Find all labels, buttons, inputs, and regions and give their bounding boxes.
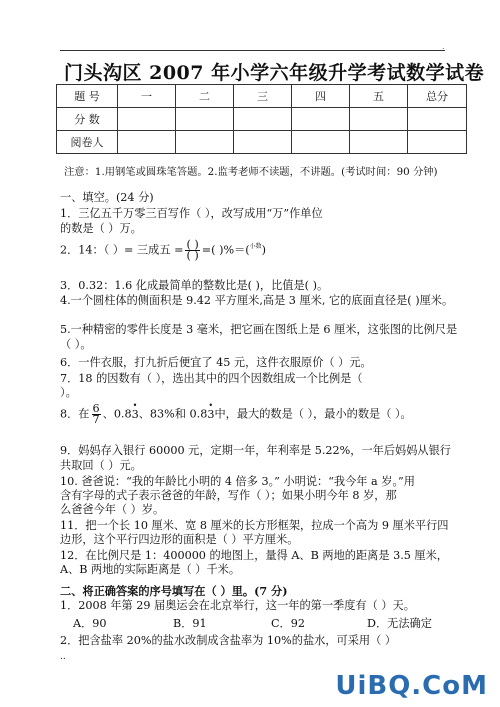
fraction-denominator: ( ): [186, 249, 199, 262]
choice-option: A．90: [73, 617, 107, 630]
question-2-middle: =( )%＝(: [201, 243, 250, 257]
section-heading: 一、填空。(24 分): [60, 191, 154, 204]
score-cell[interactable]: [350, 131, 408, 154]
question-6: 6．一件衣服，打九折后便宜了 45 元，这件衣服原价（ ）元。: [60, 356, 372, 369]
question-5-line-2: （ ）。: [60, 338, 92, 351]
question-2-prefix: 2．14：（ ）= 三成五 =: [60, 243, 184, 257]
fraction-numerator: ( ): [186, 238, 199, 251]
question-12-line-2: A、B 两地的实际距离是（ ）千米。: [60, 563, 241, 576]
fraction-denominator: 7: [92, 413, 100, 426]
fraction-numerator: 6: [92, 402, 100, 415]
score-cell[interactable]: [350, 108, 408, 131]
score-cell[interactable]: [176, 131, 234, 154]
score-table-row: [57, 108, 467, 131]
score-header-cell: 题 号: [57, 85, 118, 108]
question-4: 4.一个圆柱体的侧面积是 9.42 平方厘米,高是 3 厘米, 它的底面直径是( )厘米。: [60, 294, 454, 307]
header-rule: [60, 50, 445, 51]
question-12-line-1: 12．在比例尺是 1：400000 的地图上，量得 A、B 两地的距离是 3.5 厘米，: [60, 549, 448, 562]
question-10-line-3: 么爸爸今年（ ）岁。: [60, 503, 165, 516]
question-2-end: ): [261, 243, 267, 257]
page-title: 门头沟区 2007 年小学六年级升学考试数学试卷: [64, 62, 485, 84]
corner-dot: .: [442, 42, 445, 51]
question-8-prefix: 8．在: [60, 407, 90, 421]
question-2: [60, 240, 266, 261]
score-cell[interactable]: [118, 108, 176, 131]
fraction-six-sevenths: [92, 404, 101, 425]
score-cell[interactable]: [234, 131, 292, 154]
exam-notes: 注意：1.用钢笔或圆珠笔答题。2.监考老师不读题，不讲题。(考试时间：90 分钟): [64, 166, 438, 178]
score-cell[interactable]: [408, 131, 467, 154]
question-8-middle: 、0.8: [102, 407, 132, 421]
question-1-line-1: 1．三亿五千万零三百写作（ ），改写成用“万”作单位: [60, 207, 323, 220]
score-header-cell: 三: [234, 85, 292, 108]
score-header-cell: 总分: [408, 85, 467, 108]
repeating-digit: • 3: [207, 408, 214, 421]
choice-option: D．无法确定: [367, 617, 432, 630]
choice-question-2: 2．把含盐率 20%的盐水改制成含盐率为 10%的盐水，可采用（ ）: [60, 634, 397, 647]
question-11-line-1: 11．把一个长 10 厘米、宽 8 厘米的长方形框架，拉成一个高为 9 厘米平行四: [60, 519, 449, 532]
score-cell[interactable]: [292, 131, 350, 154]
score-header-cell: 二: [176, 85, 234, 108]
section-heading: 二、将正确答案的序号填写在（ ）里。(7 分): [60, 584, 288, 598]
score-row-label: 分 数: [57, 108, 118, 131]
fraction-blank: [185, 240, 199, 261]
question-9-line-1: 9．妈妈存入银行 60000 元，定期一年，年利率是 5.22%，一年后妈妈从银行: [60, 444, 451, 457]
score-row-label: 阅卷人: [57, 131, 118, 154]
score-cell[interactable]: [176, 108, 234, 131]
score-cell[interactable]: [408, 108, 467, 131]
question-8-middle-2: 、83%和 0.8: [138, 407, 208, 421]
question-7-line-2: ）。: [60, 386, 77, 399]
question-5-line-1: 5.一种精密的零件长度是 3 毫米，把它画在图纸上是 6 厘米，这张图的比例尺是: [60, 323, 458, 336]
question-1-line-2: 的数是（ ）万。: [60, 222, 142, 235]
choice-option: B．91: [173, 617, 207, 630]
score-header-cell: 一: [118, 85, 176, 108]
choice-option: C．92: [271, 617, 305, 630]
question-10-line-1: 10. 爸爸说：“我的年龄比小明的 4 倍多 3。” 小明说：“我今年 a 岁。”用: [60, 475, 415, 488]
score-cell[interactable]: [292, 108, 350, 131]
score-table-header-row: [57, 85, 467, 108]
score-cell[interactable]: [118, 131, 176, 154]
site-watermark-logo: UiBQ.CoM: [335, 671, 488, 701]
question-8: [60, 404, 412, 425]
score-header-cell: 五: [350, 85, 408, 108]
question-9-line-2: 共取回（ ）元。: [60, 459, 142, 472]
question-8-end: 中，最大的数是（ ），最小的数是（ ）。: [214, 407, 412, 421]
trailing-dots: ..: [60, 652, 66, 662]
score-header-cell: 四: [292, 85, 350, 108]
question-10-line-2: 含有字母的式子表示爸爸的年龄，写作（ ）；如果小明今年 8 岁，那: [60, 489, 397, 502]
decimal-hint: 小数: [249, 243, 262, 250]
repeating-digit: • 3: [132, 408, 139, 421]
score-table-row: [57, 131, 467, 154]
question-3: 3．0.32：1.6 化成最简单的整数比是( )，比值是( )。: [60, 279, 329, 292]
score-cell[interactable]: [234, 108, 292, 131]
score-table: [56, 84, 467, 154]
question-11-line-2: 边形，这个平行四边形的面积是（ ）平方厘米。: [60, 533, 299, 546]
choice-question-1: 1．2008 年第 29 届奥运会在北京举行，这一年的第一季度有（ ）天。: [60, 599, 415, 612]
question-7-line-1: 7．18 的因数有（ ），选出其中的四个因数组成一个比例是（: [60, 372, 363, 385]
